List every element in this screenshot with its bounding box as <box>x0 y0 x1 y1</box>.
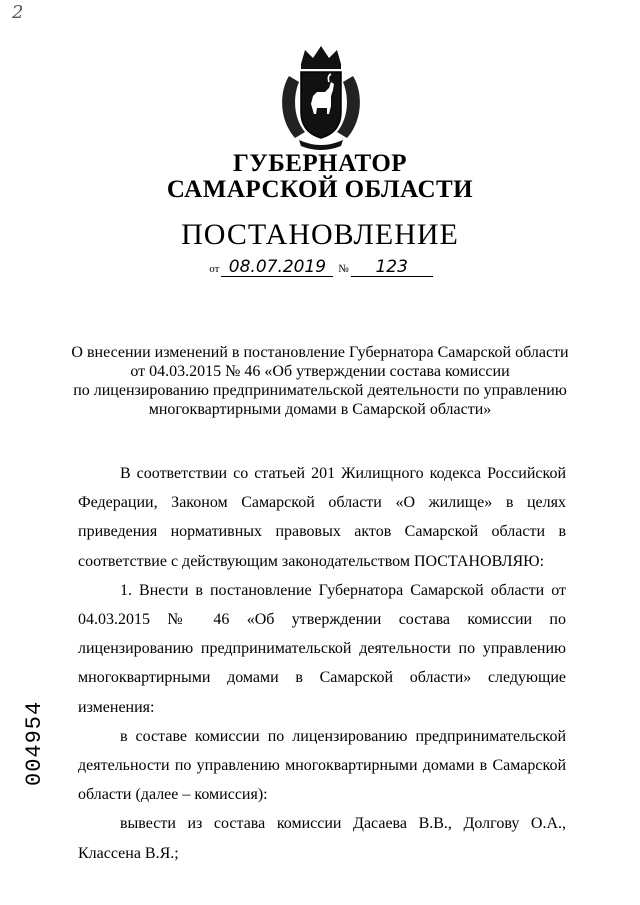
subject-line: многоквартирными домами в Самарской области» <box>148 401 492 418</box>
document-type-heading: ПОСТАНОВЛЕНИЕ <box>181 218 459 251</box>
date-from-label: от <box>209 263 220 275</box>
body-paragraph-removal: вывести из состава комиссии Дасаева В.В., Долгову О.А., Классена В.Я.; <box>78 815 566 862</box>
subject-line: от 04.03.2015 № 46 «Об утверждении состава комиссии <box>130 363 510 380</box>
handwritten-corner-mark: 2 <box>12 2 24 23</box>
number-label: № <box>338 263 349 275</box>
subject-line: по лицензированию предпринимательской деятельности по управлению <box>73 382 567 399</box>
region-title: САМАРСКОЙ ОБЛАСТИ <box>166 176 474 203</box>
governor-title: ГУБЕРНАТОР <box>232 150 408 177</box>
handwritten-number: 123 <box>351 258 433 277</box>
document-body <box>78 459 566 868</box>
registration-stamp-number: 004954 <box>22 700 47 786</box>
body-paragraph-composition: в составе комиссии по лицензированию предпринимательской деятельности по управлению многоквартирными домами в Самарской области (далее – комиссия): <box>78 727 566 804</box>
document-subject <box>60 343 580 419</box>
coat-of-arms-emblem <box>271 42 371 152</box>
handwritten-date: 08.07.2019 <box>221 258 333 277</box>
subject-line: О внесении изменений в постановление Губернатора Самарской области <box>71 344 569 361</box>
date-number-line <box>0 258 640 277</box>
body-paragraph-item-1: 1. Внести в постановление Губернатора Самарской области от 04.03.2015 № 46 «Об утверждении состава комиссии по лицензированию предпринимательской деятельности по управлению многоквартирными домами в Самарской области» следующие изменения: <box>78 581 566 716</box>
body-paragraph-preamble: В соответствии со статьей 201 Жилищного кодекса Российской Федерации, Законом Самарской области «О жилище» в целях приведения нормативных правовых актов Самарской области в соответствие с действующим законодательством ПОСТАНОВЛЯЮ: <box>78 465 566 570</box>
